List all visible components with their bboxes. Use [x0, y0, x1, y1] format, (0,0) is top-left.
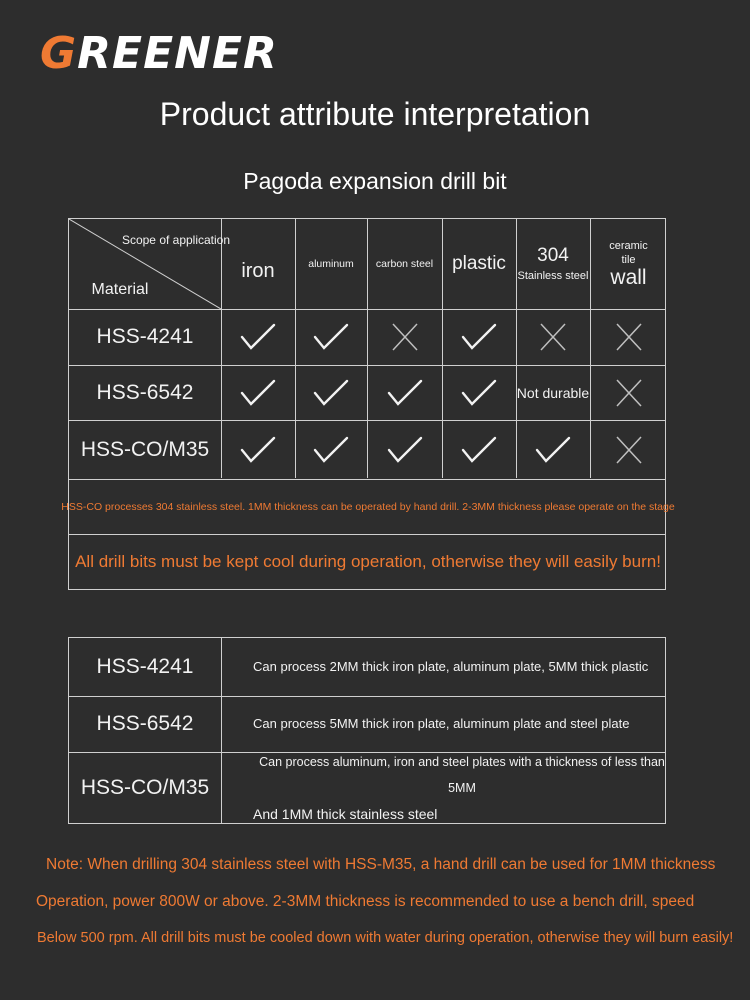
cross-icon	[590, 365, 667, 420]
capability-line: Can process aluminum, iron and steel plates with a thickness of less than 5MM	[259, 755, 665, 795]
note-keep-cool: All drill bits must be kept cool during operation, otherwise they will easily burn!	[75, 552, 661, 571]
greener-logo	[40, 30, 278, 78]
page-title: Product attribute interpretation	[159, 96, 591, 132]
capability-line: And 1MM thick stainless steel	[253, 806, 438, 822]
cross-icon	[590, 420, 667, 479]
capability-line: Can process 2MM thick iron plate, aluminum plate, 5MM thick plastic	[253, 659, 649, 674]
column-header-ceramic-tile-wall	[590, 219, 667, 309]
footer-note-line-3: Below 500 rpm. All drill bits must be cooled down with water during operation, otherwise they will burn easily!	[37, 930, 734, 946]
material-cell: HSS-6542	[96, 380, 194, 404]
check-icon	[442, 420, 516, 479]
check-icon	[516, 420, 590, 479]
material-cell: HSS-6542	[96, 712, 194, 735]
column-header-carbon-steel: carbon steel	[375, 258, 434, 270]
capability-description	[221, 752, 667, 824]
compatibility-table	[61, 218, 675, 590]
capability-table	[68, 637, 666, 824]
check-icon	[442, 365, 516, 420]
check-icon	[221, 309, 295, 365]
corner-scope-label: Scope of application	[121, 233, 231, 247]
material-cell: HSS-CO/M35	[80, 437, 210, 461]
column-header-304-stainless	[516, 219, 590, 309]
corner-material-label: Material	[91, 281, 149, 298]
column-header-iron: iron	[241, 259, 275, 282]
logo-first-letter: G	[40, 28, 78, 79]
material-cell: HSS-CO/M35	[80, 776, 210, 799]
column-header-tile: tile	[621, 254, 636, 266]
cross-icon	[590, 309, 667, 365]
page-subtitle: Pagoda expansion drill bit	[243, 168, 507, 194]
check-icon	[442, 309, 516, 365]
check-icon	[367, 420, 442, 479]
cross-icon	[367, 309, 442, 365]
check-icon	[295, 309, 367, 365]
check-icon	[295, 365, 367, 420]
footer-note-line-2: Operation, power 800W or above. 2-3MM thickness is recommended to use a bench drill, speed	[36, 893, 695, 910]
column-header-ceramic: ceramic	[609, 240, 648, 252]
check-icon	[367, 365, 442, 420]
capability-description	[221, 696, 667, 752]
column-header-plastic: plastic	[452, 253, 506, 274]
material-cell: HSS-4241	[96, 325, 194, 348]
check-icon	[295, 420, 367, 479]
footer-note-line-1: Note: When drilling 304 stainless steel with HSS-M35, a hand drill can be used for 1MM thickness	[46, 856, 716, 873]
column-header-wall: wall	[610, 266, 647, 289]
status-text: Not durable	[516, 384, 590, 401]
column-header-304: 304	[537, 245, 569, 266]
note-hss-co-stainless: HSS-CO processes 304 stainless steel. 1MM thickness can be operated by hand drill. 2-3MM thickness please operate on the stage	[61, 500, 675, 513]
cross-icon	[516, 309, 590, 365]
logo-rest: REENER	[77, 28, 278, 79]
capability-description	[221, 638, 667, 696]
capability-line: Can process 5MM thick iron plate, aluminum plate and steel plate	[253, 716, 630, 731]
column-header-stainless-steel: Stainless steel	[517, 270, 589, 282]
check-icon	[221, 420, 295, 479]
column-header-aluminum: aluminum	[308, 258, 354, 270]
check-icon	[221, 365, 295, 420]
material-cell: HSS-4241	[96, 655, 194, 678]
